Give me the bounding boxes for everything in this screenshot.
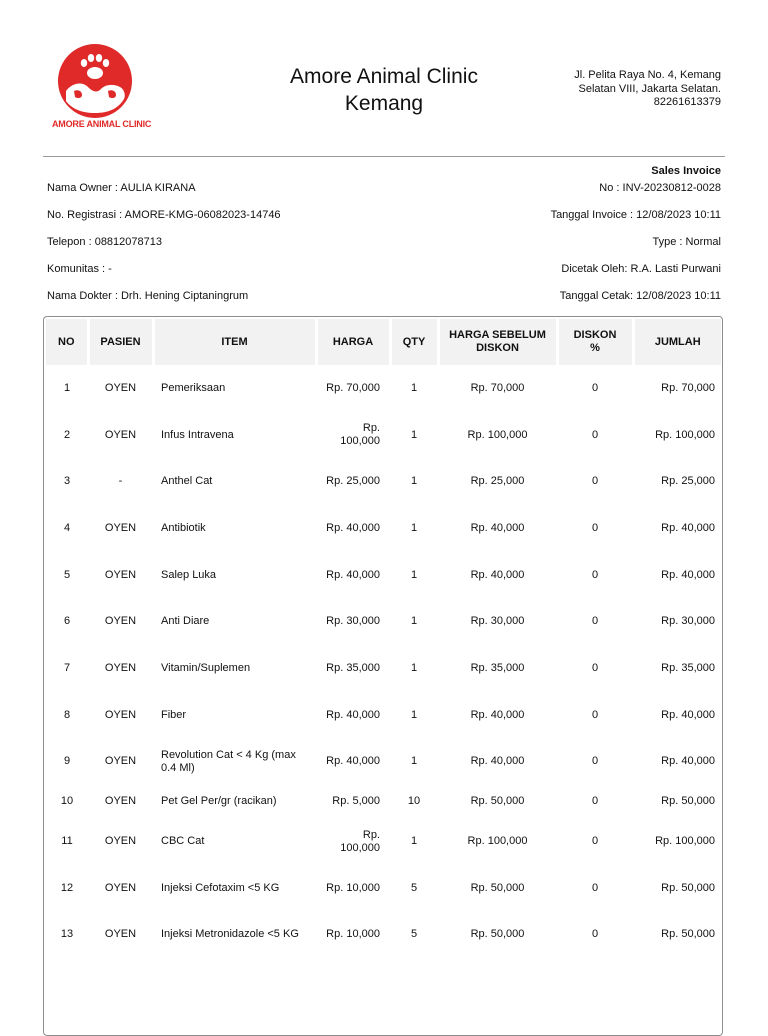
header-item: ITEM: [153, 319, 316, 365]
table-row: [46, 865, 721, 912]
cell-jumlah: Rp. 30,000: [661, 615, 715, 628]
cell-no: 8: [63, 708, 71, 721]
cell-diskon: 0: [591, 568, 599, 581]
cell-jumlah: Rp. 40,000: [661, 755, 715, 768]
cell-harga: Rp. 40,000: [326, 568, 380, 581]
cell-qty: 1: [410, 615, 418, 628]
cell-qty: 1: [410, 568, 418, 581]
cell-pasien: OYEN: [104, 661, 137, 674]
clinic-logo: [52, 43, 152, 133]
invoice-table: [46, 319, 721, 958]
invoice-table-frame: [43, 316, 723, 1036]
table-row: [46, 505, 721, 552]
header-harga-sebelum-line2: DISKON: [476, 342, 519, 354]
cell-item: Anthel Cat: [161, 475, 213, 488]
cell-jumlah: Rp. 100,000: [655, 835, 715, 848]
dicetak-oleh: Dicetak Oleh: R.A. Lasti Purwani: [561, 263, 721, 275]
table-row: [46, 692, 721, 739]
cell-no: 4: [63, 521, 71, 534]
invoice-no: No : INV-20230812-0028: [599, 182, 721, 194]
nama-dokter: Nama Dokter : Drh. Hening Ciptaningrum: [47, 290, 249, 302]
cell-jumlah: Rp. 100,000: [655, 428, 715, 441]
cell-qty: 5: [410, 881, 418, 894]
header-harga-sebelum-diskon: [438, 319, 557, 365]
cell-no: 5: [63, 568, 71, 581]
clinic-name: [260, 63, 508, 117]
cell-item: Pet Gel Per/gr (racikan): [161, 795, 277, 808]
cell-harga: Rp. 40,000: [326, 521, 380, 534]
table-row: [46, 645, 721, 692]
cell-pasien: OYEN: [104, 428, 137, 441]
cell-harga: Rp. 40,000: [326, 755, 380, 768]
cell-item: Revolution Cat < 4 Kg (max 0.4 Ml): [161, 748, 296, 774]
cell-qty: 5: [410, 928, 418, 941]
header-jumlah: JUMLAH: [633, 319, 721, 365]
cell-jumlah: Rp. 25,000: [661, 475, 715, 488]
invoice-table-body: [46, 365, 721, 958]
cell-harga-sebelum: Rp. 35,000: [470, 661, 525, 674]
no-registrasi: No. Registrasi : AMORE-KMG-06082023-14746: [47, 209, 281, 221]
cell-pasien: OYEN: [104, 835, 137, 848]
clinic-name-line2: Kemang: [344, 92, 424, 115]
cell-diskon: 0: [591, 835, 599, 848]
nama-owner: Nama Owner : AULIA KIRANA: [47, 182, 196, 194]
cell-item: Anti Diare: [161, 615, 210, 628]
cell-harga: Rp. 40,000: [326, 708, 380, 721]
cell-harga: Rp. 35,000: [326, 661, 380, 674]
cell-pasien: OYEN: [104, 755, 137, 768]
cell-jumlah: Rp. 40,000: [661, 521, 715, 534]
cell-diskon: 0: [591, 521, 599, 534]
cell-jumlah: Rp. 50,000: [661, 881, 715, 894]
invoice-title: Sales Invoice: [651, 165, 721, 177]
cell-pasien: OYEN: [104, 521, 137, 534]
table-row: [46, 912, 721, 959]
address-line2: Selatan VIII, Jakarta Selatan.: [578, 82, 721, 95]
cell-harga-sebelum: Rp. 50,000: [470, 928, 525, 941]
cell-harga: Rp. 70,000: [326, 381, 380, 394]
komunitas: Komunitas : -: [47, 263, 112, 275]
table-row: [46, 739, 721, 786]
cell-item: CBC Cat: [161, 835, 205, 848]
cell-diskon: 0: [591, 928, 599, 941]
cell-harga-sebelum: Rp. 100,000: [467, 428, 528, 441]
cell-no: 9: [63, 755, 71, 768]
table-row: [46, 785, 721, 818]
cell-no: 6: [63, 615, 71, 628]
cell-jumlah: Rp. 40,000: [661, 568, 715, 581]
cell-diskon: 0: [591, 881, 599, 894]
cell-item: Infus Intravena: [161, 428, 234, 441]
cell-jumlah: Rp. 35,000: [661, 661, 715, 674]
cell-harga-sebelum: Rp. 100,000: [467, 835, 528, 848]
table-row: [46, 412, 721, 459]
cell-diskon: 0: [591, 661, 599, 674]
cell-harga: Rp. 5,000: [332, 795, 380, 808]
cell-qty: 1: [410, 475, 418, 488]
header-divider: [43, 156, 725, 157]
cell-item: Pemeriksaan: [161, 381, 226, 394]
header-qty: QTY: [390, 319, 438, 365]
logo-text: AMORE ANIMAL CLINIC: [52, 119, 152, 129]
paw-logo-icon: [52, 43, 138, 119]
cell-no: 2: [63, 428, 71, 441]
header-pasien: PASIEN: [88, 319, 153, 365]
cell-no: 7: [63, 661, 71, 674]
cell-diskon: 0: [591, 615, 599, 628]
cell-harga-sebelum: Rp. 25,000: [470, 475, 525, 488]
cell-pasien: OYEN: [104, 881, 137, 894]
tanggal-cetak: Tanggal Cetak: 12/08/2023 10:11: [559, 290, 721, 302]
cell-no: 3: [63, 475, 71, 488]
cell-qty: 1: [410, 835, 418, 848]
cell-qty: 1: [410, 381, 418, 394]
cell-pasien: -: [118, 475, 123, 488]
cell-no: 12: [60, 881, 74, 894]
header-no: NO: [46, 319, 88, 365]
header-harga-sebelum-line1: HARGA SEBELUM: [449, 329, 546, 341]
cell-harga: Rp. 100,000: [340, 422, 380, 448]
cell-harga-sebelum: Rp. 40,000: [470, 708, 525, 721]
cell-harga-sebelum: Rp. 50,000: [470, 881, 525, 894]
cell-diskon: 0: [591, 475, 599, 488]
cell-item: Salep Luka: [161, 568, 217, 581]
cell-item: Antibiotik: [161, 521, 206, 534]
cell-jumlah: Rp. 70,000: [661, 381, 715, 394]
cell-diskon: 0: [591, 708, 599, 721]
cell-item: Vitamin/Suplemen: [161, 661, 251, 674]
tanggal-invoice: Tanggal Invoice : 12/08/2023 10:11: [550, 209, 721, 221]
table-row: [46, 365, 721, 412]
cell-item: Injeksi Cefotaxim <5 KG: [161, 881, 280, 894]
header-harga: HARGA: [316, 319, 390, 365]
cell-harga-sebelum: Rp. 40,000: [470, 521, 525, 534]
telepon: Telepon : 08812078713: [47, 236, 162, 248]
cell-harga: Rp. 100,000: [340, 828, 380, 854]
header-diskon-line2: %: [590, 342, 600, 354]
clinic-phone: 82261613379: [653, 96, 721, 108]
cell-item: Injeksi Metronidazole <5 KG: [161, 928, 299, 941]
cell-pasien: OYEN: [104, 615, 137, 628]
clinic-address: [540, 69, 721, 110]
cell-harga-sebelum: Rp. 70,000: [470, 381, 525, 394]
cell-no: 10: [60, 795, 74, 808]
cell-qty: 1: [410, 521, 418, 534]
table-row: [46, 818, 721, 865]
cell-harga: Rp. 30,000: [326, 615, 380, 628]
cell-diskon: 0: [591, 795, 599, 808]
table-row: [46, 598, 721, 645]
cell-qty: 10: [407, 795, 421, 808]
cell-pasien: OYEN: [104, 795, 137, 808]
table-row: [46, 458, 721, 505]
clinic-name-line1: Amore Animal Clinic: [290, 65, 478, 88]
cell-qty: 1: [410, 755, 418, 768]
invoice-type: Type : Normal: [652, 236, 721, 248]
cell-qty: 1: [410, 661, 418, 674]
address-line1: Jl. Pelita Raya No. 4, Kemang: [574, 69, 721, 81]
cell-pasien: OYEN: [104, 928, 137, 941]
cell-no: 11: [61, 835, 73, 848]
header-diskon: [557, 319, 633, 365]
cell-harga-sebelum: Rp. 40,000: [470, 755, 525, 768]
cell-diskon: 0: [591, 755, 599, 768]
cell-diskon: 0: [591, 428, 599, 441]
cell-harga: Rp. 10,000: [326, 881, 380, 894]
cell-harga: Rp. 25,000: [326, 475, 380, 488]
cell-item: Fiber: [161, 708, 187, 721]
table-row: [46, 552, 721, 599]
cell-diskon: 0: [591, 381, 599, 394]
cell-harga-sebelum: Rp. 30,000: [470, 615, 525, 628]
cell-jumlah: Rp. 50,000: [661, 928, 715, 941]
cell-no: 13: [60, 928, 74, 941]
header-diskon-line1: DISKON: [573, 329, 617, 341]
cell-jumlah: Rp. 50,000: [661, 795, 715, 808]
cell-harga: Rp. 10,000: [326, 928, 380, 941]
table-header-row: [46, 319, 721, 365]
cell-harga-sebelum: Rp. 50,000: [470, 795, 525, 808]
cell-qty: 1: [410, 428, 418, 441]
cell-pasien: OYEN: [104, 708, 137, 721]
cell-pasien: OYEN: [104, 381, 137, 394]
cell-harga-sebelum: Rp. 40,000: [470, 568, 525, 581]
cell-qty: 1: [410, 708, 418, 721]
cell-no: 1: [63, 381, 71, 394]
cell-jumlah: Rp. 40,000: [661, 708, 715, 721]
cell-pasien: OYEN: [104, 568, 137, 581]
